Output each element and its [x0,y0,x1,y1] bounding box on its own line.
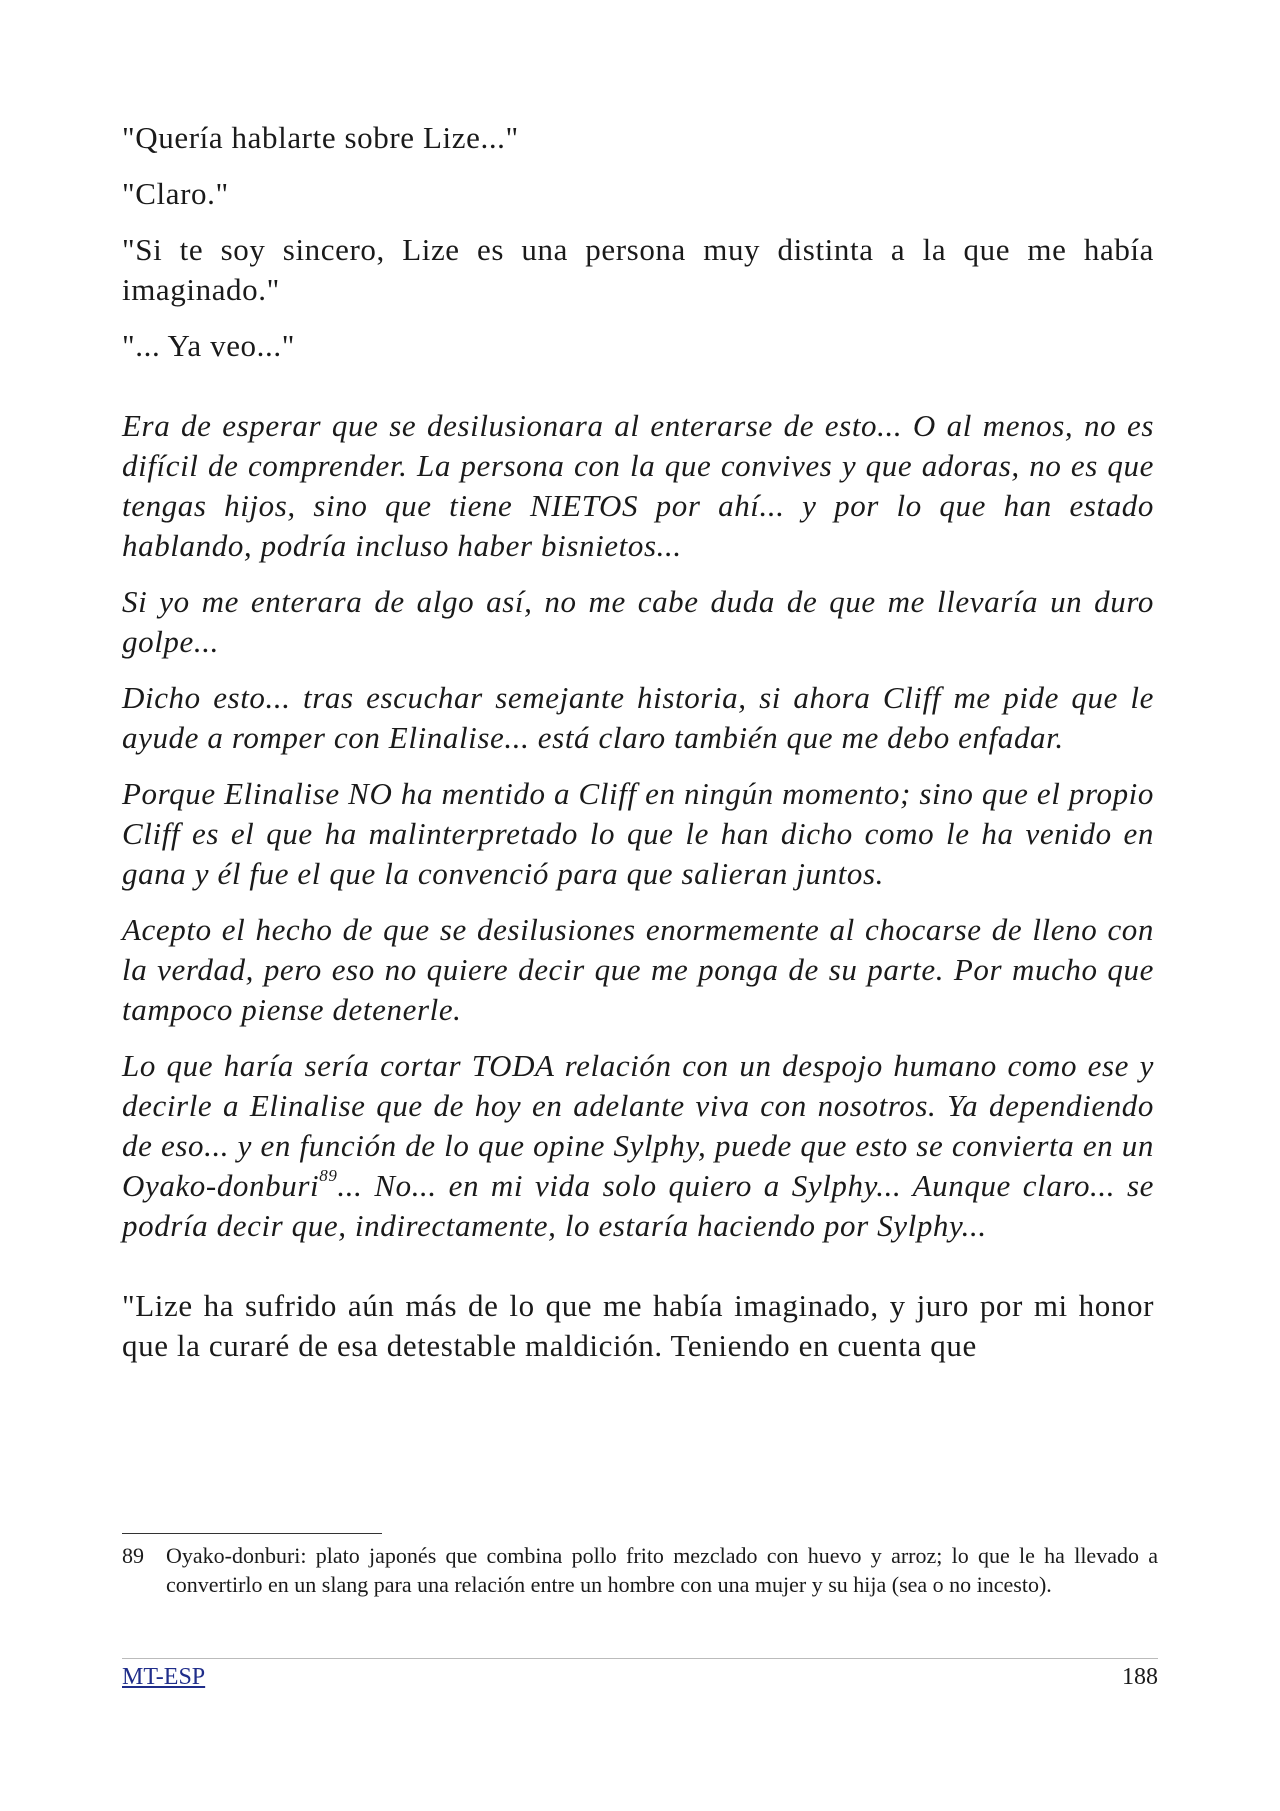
narration-paragraph: Porque Elinalise NO ha mentido a Cliff en ningún momento; sino que el propio Cliff es el que ha malinterpretado lo que le han dicho como le ha venido en gana y él fue el que la convenció para que salieran juntos. [122,776,1154,891]
dialogue-paragraph: "Si te soy sincero, Lize es una persona muy distinta a la que me había imaginado." [122,232,1154,307]
footnote [122,1541,1158,1599]
dialogue-paragraph: "... Ya veo..." [122,328,295,363]
dialogue-paragraph: "Quería hablarte sobre Lize..." [122,120,519,155]
narration-paragraph: Acepto el hecho de que se desilusiones enormemente al chocarse de lleno con la verdad, pero eso no quiere decir que me ponga de su parte. Por mucho que tampoco piense detenerle. [122,912,1154,1027]
footer-link[interactable]: MT-ESP [122,1664,206,1690]
narration-paragraph: Si yo me enterara de algo así, no me cabe duda de que me llevaría un duro golpe... [122,584,1154,659]
footnote-reference[interactable]: 89 [319,1166,338,1185]
narration-paragraph: Dicho esto... tras escuchar semejante historia, si ahora Cliff me pide que le ayude a romper con Elinalise... está claro también que me debo enfadar. [122,680,1154,755]
dialogue-paragraph: "Claro." [122,176,229,211]
footnote-number: 89 [122,1543,144,1568]
narration-text: Lo que haría sería cortar TODA relación con un despojo humano como ese y decirle a Elinalise que de hoy en adelante viva con nosotros. Ya dependiendo de eso... y en función de lo que opine Sylphy, puede que esto se convierta en un Oyako-donburi [122,1048,1154,1203]
narration-paragraph [122,1046,1154,1246]
footnote-separator [122,1533,382,1534]
narration-paragraph: Era de esperar que se desilusionara al enterarse de esto... O al menos, no es difícil de comprender. La persona con la que convives y que adoras, no es que tengas hijos, sino que tiene NIETOS por ahí... y por lo que han estado hablando, podría incluso haber bisnietos... [122,408,1154,563]
page-number: 188 [1122,1664,1158,1690]
footer-separator [122,1658,1158,1659]
narration-text: ... No... en mi vida solo quiero a Sylphy... Aunque claro... se podría decir que, indirectamente, lo estaría haciendo por Sylphy... [122,1168,1154,1243]
dialogue-paragraph: "Lize ha sufrido aún más de lo que me había imaginado, y juro por mi honor que la curaré de esa detestable maldición. Teniendo en cuenta que [122,1288,1154,1363]
body-text [122,118,1154,1382]
footnote-text: Oyako-donburi: plato japonés que combina pollo frito mezclado con huevo y arroz; lo que le ha llevado a convertirlo en un slang para una relación entre un hombre con una mujer y su hija (sea o no incesto). [166,1543,1158,1597]
